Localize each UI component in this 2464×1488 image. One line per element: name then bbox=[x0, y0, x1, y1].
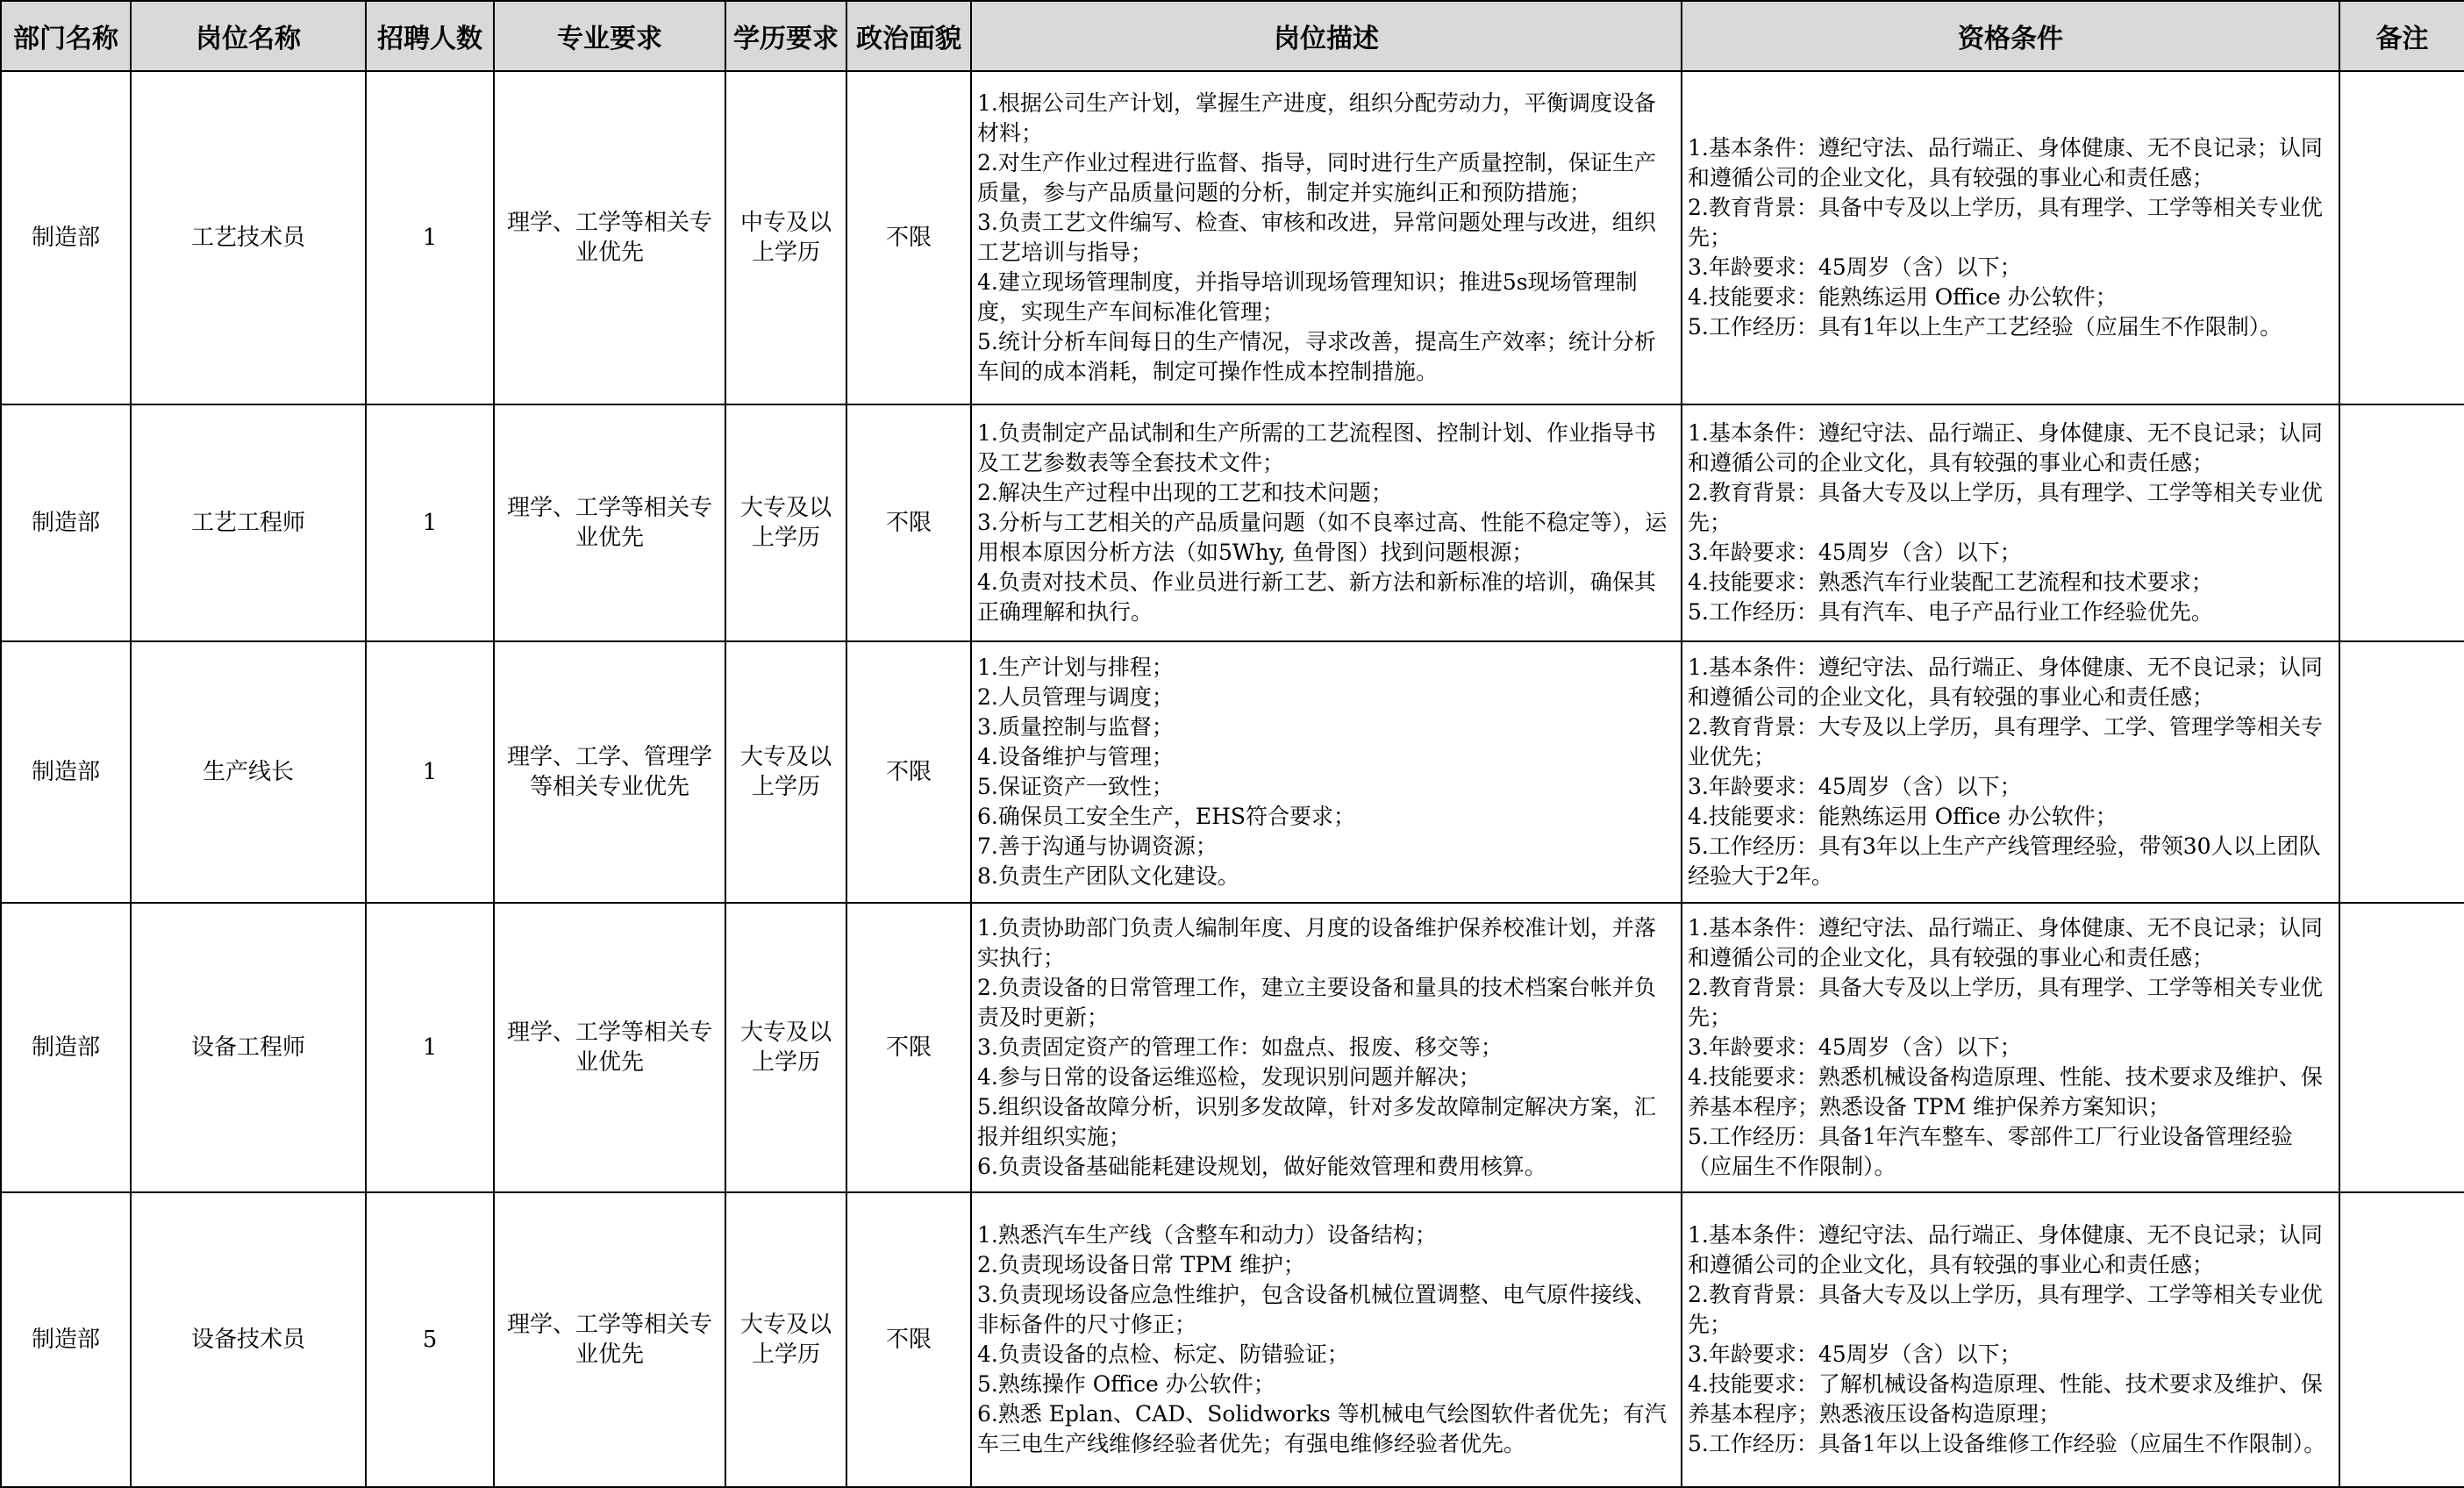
table-row bbox=[1, 641, 2464, 903]
cell-dept: 制造部 bbox=[1, 404, 131, 641]
cell-count: 1 bbox=[366, 641, 494, 903]
cell-qualifications: 1.基本条件：遵纪守法、品行端正、身体健康、无不良记录；认同和遵循公司的企业文化，具有较强的事业心和责任感； 2.教育背景：具备大专及以上学历，具有理学、工学等相关专业优先； 3.年龄要求：45周岁（含）以下； 4.技能要求：熟悉汽车行业装配工艺流程和技术要求； 5.工作经历：具有汽车、电子产品行业工作经验优先。 bbox=[1682, 404, 2339, 641]
header-dept: 部门名称 bbox=[1, 1, 131, 71]
header-major: 专业要求 bbox=[494, 1, 725, 71]
cell-count: 5 bbox=[366, 1192, 494, 1487]
cell-position: 设备工程师 bbox=[131, 903, 366, 1192]
cell-major: 理学、工学、管理学等相关专业优先 bbox=[494, 641, 725, 903]
cell-dept: 制造部 bbox=[1, 71, 131, 404]
header-count: 招聘人数 bbox=[366, 1, 494, 71]
header-education: 学历要求 bbox=[725, 1, 846, 71]
cell-count: 1 bbox=[366, 404, 494, 641]
cell-major: 理学、工学等相关专业优先 bbox=[494, 1192, 725, 1487]
cell-count: 1 bbox=[366, 903, 494, 1192]
cell-education: 大专及以上学历 bbox=[725, 1192, 846, 1487]
cell-dept: 制造部 bbox=[1, 1192, 131, 1487]
cell-political: 不限 bbox=[846, 71, 971, 404]
cell-note bbox=[2339, 71, 2464, 404]
cell-major: 理学、工学等相关专业优先 bbox=[494, 404, 725, 641]
table-row bbox=[1, 71, 2464, 404]
header-row bbox=[1, 1, 2464, 71]
cell-note bbox=[2339, 1192, 2464, 1487]
cell-position: 生产线长 bbox=[131, 641, 366, 903]
cell-position: 工艺技术员 bbox=[131, 71, 366, 404]
header-position: 岗位名称 bbox=[131, 1, 366, 71]
cell-dept: 制造部 bbox=[1, 641, 131, 903]
table-row bbox=[1, 404, 2464, 641]
cell-qualifications: 1.基本条件：遵纪守法、品行端正、身体健康、无不良记录；认同和遵循公司的企业文化，具有较强的事业心和责任感； 2.教育背景：具备中专及以上学历，具有理学、工学等相关专业优先； 3.年龄要求：45周岁（含）以下； 4.技能要求：能熟练运用 Office 办公软件； 5.工作经历：具有1年以上生产工艺经验（应届生不作限制）。 bbox=[1682, 71, 2339, 404]
cell-note bbox=[2339, 404, 2464, 641]
cell-qualifications: 1.基本条件：遵纪守法、品行端正、身体健康、无不良记录；认同和遵循公司的企业文化，具有较强的事业心和责任感； 2.教育背景：大专及以上学历，具有理学、工学、管理学等相关专业优先； 3.年龄要求：45周岁（含）以下； 4.技能要求：能熟练运用 Office 办公软件； 5.工作经历：具有3年以上生产产线管理经验，带领30人以上团队经验大于2年。 bbox=[1682, 641, 2339, 903]
cell-political: 不限 bbox=[846, 404, 971, 641]
cell-description: 1.根据公司生产计划，掌握生产进度，组织分配劳动力，平衡调度设备材料； 2.对生产作业过程进行监督、指导，同时进行生产质量控制，保证生产质量，参与产品质量问题的分析，制定并实施纠正和预防措施； 3.负责工艺文件编写、检查、审核和改进，异常问题处理与改进，组织工艺培训与指导； 4.建立现场管理制度，并指导培训现场管理知识；推进5s现场管理制度，实现生产车间标准化管理； 5.统计分析车间每日的生产情况，寻求改善，提高生产效率；统计分析车间的成本消耗，制定可操作性成本控制措施。 bbox=[971, 71, 1682, 404]
cell-description: 1.生产计划与排程； 2.人员管理与调度； 3.质量控制与监督； 4.设备维护与管理； 5.保证资产一致性； 6.确保员工安全生产，EHS符合要求； 7.善于沟通与协调资源； 8.负责生产团队文化建设。 bbox=[971, 641, 1682, 903]
cell-political: 不限 bbox=[846, 1192, 971, 1487]
cell-note bbox=[2339, 903, 2464, 1192]
cell-count: 1 bbox=[366, 71, 494, 404]
header-note: 备注 bbox=[2339, 1, 2464, 71]
cell-education: 中专及以上学历 bbox=[725, 71, 846, 404]
cell-position: 工艺工程师 bbox=[131, 404, 366, 641]
header-qualifications: 资格条件 bbox=[1682, 1, 2339, 71]
cell-education: 大专及以上学历 bbox=[725, 404, 846, 641]
cell-description: 1.熟悉汽车生产线（含整车和动力）设备结构； 2.负责现场设备日常 TPM 维护； 3.负责现场设备应急性维护，包含设备机械位置调整、电气原件接线、非标备件的尺寸修正； 4.负责设备的点检、标定、防错验证； 5.熟练操作 Office 办公软件； 6.熟悉 Eplan、CAD、Solidworks 等机械电气绘图软件者优先；有汽车三电生产线维修经验者优先；有强电维修经验者优先。 bbox=[971, 1192, 1682, 1487]
cell-major: 理学、工学等相关专业优先 bbox=[494, 71, 725, 404]
cell-education: 大专及以上学历 bbox=[725, 903, 846, 1192]
cell-political: 不限 bbox=[846, 641, 971, 903]
cell-qualifications: 1.基本条件：遵纪守法、品行端正、身体健康、无不良记录；认同和遵循公司的企业文化，具有较强的事业心和责任感； 2.教育背景：具备大专及以上学历，具有理学、工学等相关专业优先； 3.年龄要求：45周岁（含）以下； 4.技能要求：熟悉机械设备构造原理、性能、技术要求及维护、保养基本程序；熟悉设备 TPM 维护保养方案知识； 5.工作经历：具备1年汽车整车、零部件工厂行业设备管理经验（应届生不作限制）。 bbox=[1682, 903, 2339, 1192]
cell-education: 大专及以上学历 bbox=[725, 641, 846, 903]
cell-political: 不限 bbox=[846, 903, 971, 1192]
table-row bbox=[1, 1192, 2464, 1487]
cell-note bbox=[2339, 641, 2464, 903]
cell-position: 设备技术员 bbox=[131, 1192, 366, 1487]
header-political: 政治面貌 bbox=[846, 1, 971, 71]
cell-qualifications: 1.基本条件：遵纪守法、品行端正、身体健康、无不良记录；认同和遵循公司的企业文化，具有较强的事业心和责任感； 2.教育背景：具备大专及以上学历，具有理学、工学等相关专业优先； 3.年龄要求：45周岁（含）以下； 4.技能要求：了解机械设备构造原理、性能、技术要求及维护、保养基本程序；熟悉液压设备构造原理； 5.工作经历：具备1年以上设备维修工作经验（应届生不作限制）。 bbox=[1682, 1192, 2339, 1487]
table-row bbox=[1, 903, 2464, 1192]
cell-dept: 制造部 bbox=[1, 903, 131, 1192]
cell-description: 1.负责协助部门负责人编制年度、月度的设备维护保养校准计划，并落实执行； 2.负责设备的日常管理工作，建立主要设备和量具的技术档案台帐并负责及时更新； 3.负责固定资产的管理工作：如盘点、报废、移交等； 4.参与日常的设备运维巡检，发现识别问题并解决； 5.组织设备故障分析，识别多发故障，针对多发故障制定解决方案，汇报并组织实施； 6.负责设备基础能耗建设规划，做好能效管理和费用核算。 bbox=[971, 903, 1682, 1192]
cell-major: 理学、工学等相关专业优先 bbox=[494, 903, 725, 1192]
header-description: 岗位描述 bbox=[971, 1, 1682, 71]
cell-description: 1.负责制定产品试制和生产所需的工艺流程图、控制计划、作业指导书及工艺参数表等全套技术文件； 2.解决生产过程中出现的工艺和技术问题； 3.分析与工艺相关的产品质量问题（如不良率过高、性能不稳定等），运用根本原因分析方法（如5Why, 鱼骨图）找到问题根源； 4.负责对技术员、作业员进行新工艺、新方法和新标准的培训，确保其正确理解和执行。 bbox=[971, 404, 1682, 641]
